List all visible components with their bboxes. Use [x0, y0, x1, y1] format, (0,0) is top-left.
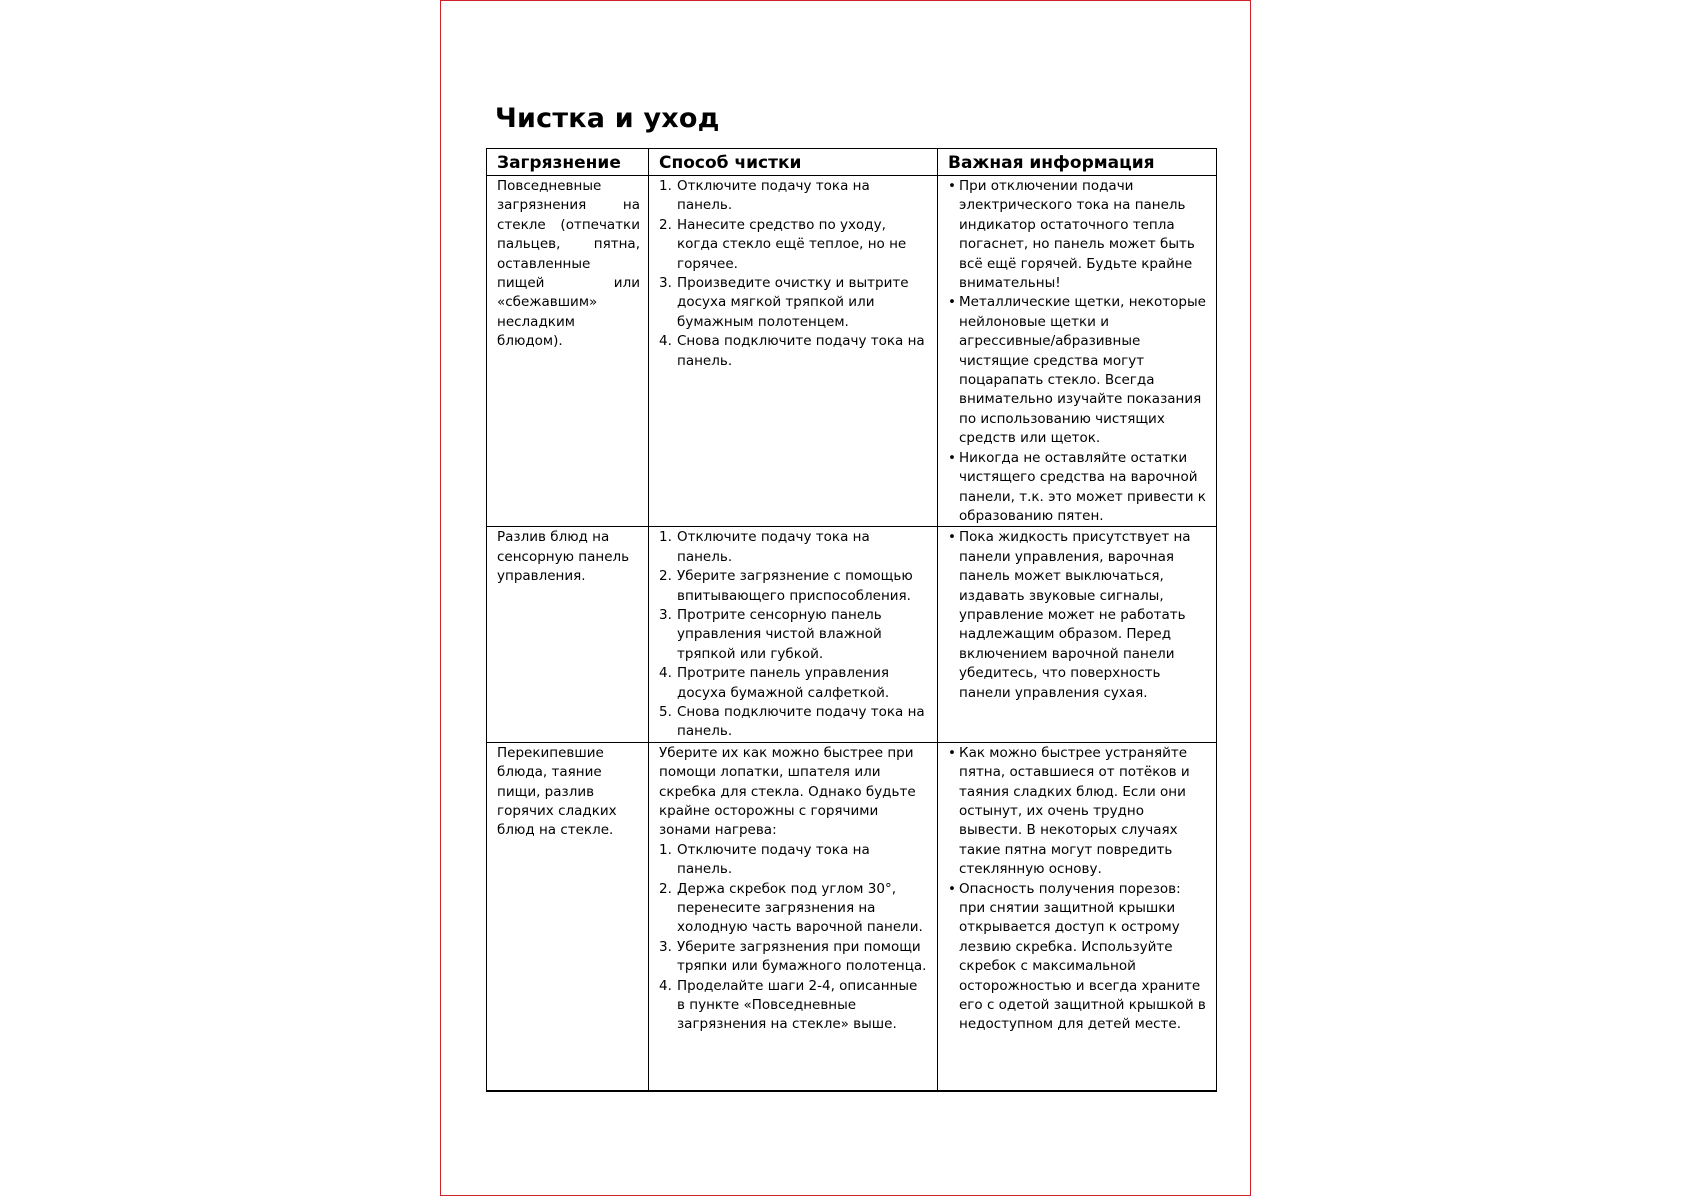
info-cell: [938, 742, 1217, 1091]
bullet-icon: •: [948, 744, 956, 761]
list-item: 4. Проделайте шаги 2-4, описанные в пункте «Повседневные загрязнения на стекле» выше.: [659, 977, 918, 1033]
table-header-row: [487, 149, 1217, 176]
notes-list: [948, 744, 1208, 1035]
table-row: [487, 176, 1217, 527]
bullet-icon: •: [948, 529, 956, 546]
soiling-cell: [487, 527, 649, 742]
soiling-text: Разлив блюд на сенсорную панель управления.: [497, 529, 630, 585]
list-item: 2. Нанесите средство по уходу, когда стекло ещё теплое, но не горячее.: [659, 216, 907, 272]
list-item: 2. Уберите загрязнение с помощью впитывающего приспособления.: [659, 568, 913, 604]
header-soiling: Загрязнение: [487, 149, 649, 176]
document-page: [440, 0, 1251, 1196]
list-item: 4. Протрите панель управления досуха бумажной салфеткой.: [659, 665, 890, 701]
soiling-text: Перекипевшие блюда, таяние пищи, разлив горячих сладких блюд на стекле.: [497, 744, 617, 839]
soiling-cell: [487, 176, 649, 527]
table-row: [487, 742, 1217, 1091]
list-item: 3. Протрите сенсорную панель управления чистой влажной тряпкой или губкой.: [659, 606, 882, 662]
info-cell: [938, 527, 1217, 742]
list-item: 4. Снова подключите подачу тока на панель.: [659, 333, 925, 369]
list-item: 2. Держа скребок под углом 30°, перенесите загрязнения на холодную часть варочной панели.: [659, 880, 923, 936]
list-item: • Как можно быстрее устраняйте пятна, оставшиеся от потёков и таяния сладких блюд. Если они остынут, их очень трудно вывести. В некоторых случаях такие пятна могут повредить стеклянную основу.: [948, 744, 1190, 878]
cleaning-table: [486, 148, 1217, 1092]
steps-list: [659, 528, 929, 741]
list-item: • Металлические щетки, некоторые нейлоновые щетки и агрессивные/абразивные чистящие средства могут поцарапать стекло. Всегда внимательно изучайте показания по использованию чистящих средств или щеток.: [948, 294, 1206, 447]
list-item: 3. Произведите очистку и вытрите досуха мягкой тряпкой или бумажным полотенцем.: [659, 275, 909, 330]
list-item: 1. Отключите подачу тока на панель.: [659, 529, 870, 565]
soiling-cell: [487, 742, 649, 1091]
list-item: 1. Отключите подачу тока на панель.: [659, 841, 870, 878]
bullet-icon: •: [948, 178, 956, 194]
soiling-text: Повседневные загрязнения на стекле (отпечатки пальцев, пятна, оставленные пищей или «сбежавшим» несладким блюдом).: [497, 178, 640, 350]
bullet-icon: •: [948, 449, 956, 466]
steps-list: [659, 841, 929, 1035]
list-item: • Пока жидкость присутствует на панели управления, варочная панель может выключаться, издавать звуковые сигналы, управление может не работать надлежащим образом. Перед включением варочной панели убедитесь, что поверхность панели управления сухая.: [948, 529, 1191, 701]
list-item: • Никогда не оставляйте остатки чистящего средства на варочной панели, т.к. это может привести к образованию пятен.: [948, 449, 1206, 524]
header-method: Способ чистки: [649, 149, 938, 176]
list-item: • Опасность получения порезов: при снятии защитной крышки открывается доступ к острому лезвию скребка. Используйте скребок с максимальной осторожностью и всегда храните его с одетой защитной крышкой в недоступном для детей месте.: [948, 880, 1206, 1033]
bullet-icon: •: [948, 294, 956, 311]
notes-list: [948, 177, 1208, 526]
list-item: • При отключении подачи электрического тока на панель индикатор остаточного тепла погаснет, но панель может быть всё ещё горячей. Будьте крайне внимательны!: [948, 178, 1195, 292]
list-item: 1. Отключите подачу тока на панель.: [659, 178, 870, 214]
list-item: 5. Снова подключите подачу тока на панель.: [659, 703, 925, 740]
header-info: Важная информация: [938, 149, 1217, 176]
method-intro: Уберите их как можно быстрее при помощи лопатки, шпателя или скребка для стекла. Однако будьте крайне осторожны с горячими зонами нагрева:: [659, 744, 916, 839]
method-cell: [649, 527, 938, 742]
steps-list: [659, 177, 929, 371]
bullet-icon: •: [948, 880, 956, 897]
notes-list: [948, 528, 1208, 703]
method-cell: [649, 742, 938, 1091]
page-title: Чистка и уход: [495, 103, 720, 134]
method-cell: [649, 176, 938, 527]
list-item: 3. Уберите загрязнения при помощи тряпки или бумажного полотенца.: [659, 938, 927, 975]
table-row: [487, 527, 1217, 742]
info-cell: [938, 176, 1217, 527]
